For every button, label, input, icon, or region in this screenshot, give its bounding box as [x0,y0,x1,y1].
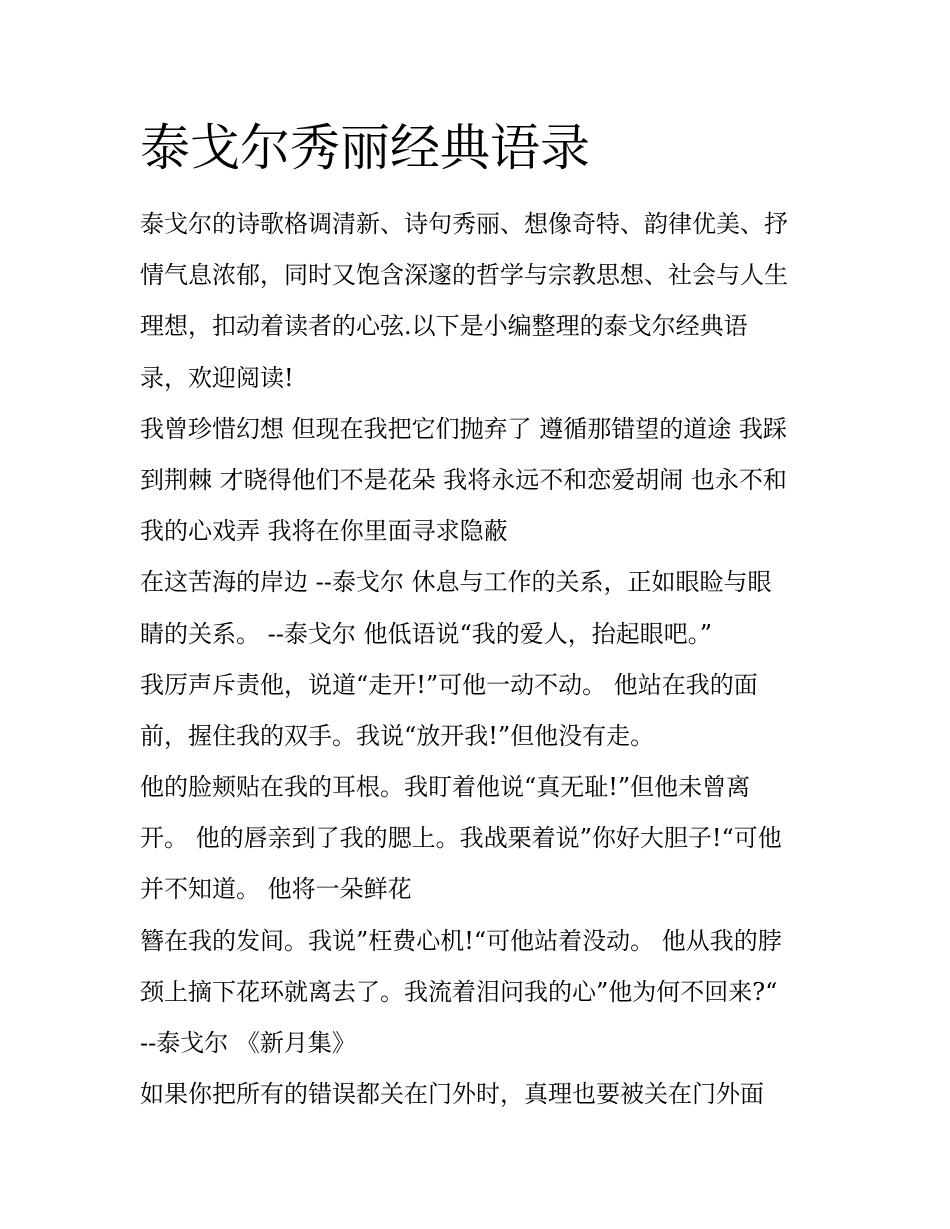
body-line-17: --泰戈尔 《新月集》 [140,1029,356,1057]
body-line-8: 在这苦海的岸边 --泰戈尔 休息与工作的关系，正如眼睑与眼 [140,568,772,597]
body-line-9: 睛的关系。 --泰戈尔 他低语说“我的爱人，抬起眼吧。” [140,619,713,648]
body-line-6: 到荆棘 才晓得他们不是花朵 我将永远不和恋爱胡闹 也永不和 [140,465,787,494]
body-line-4: 录，欢迎阅读! [140,363,294,392]
body-line-12: 他的脸颊贴在我的耳根。我盯着他说“真无耻!”但他未曾离 [140,773,751,802]
body-line-16: 颈上摘下花环就离去了。我流着泪问我的心”他为何不回来?“ [140,977,778,1006]
body-line-3: 理想，扣动着读者的心弦.以下是小编整理的泰戈尔经典语 [140,312,748,341]
document-title: 泰戈尔秀丽经典语录 [140,119,590,177]
body-line-13: 开。 他的唇亲到了我的腮上。我战栗着说”你好大胆子!“可他 [140,824,782,853]
body-line-10: 我厉声斥责他，说道“走开!”可他一动不动。 他站在我的面 [140,670,758,699]
body-line-1: 泰戈尔的诗歌格调清新、诗句秀丽、想像奇特、韵律优美、抒 [140,210,788,238]
body-line-2: 情气息浓郁，同时又饱含深邃的哲学与宗教思想、社会与人生 [140,261,788,290]
body-line-18: 如果你把所有的错误都关在门外时，真理也要被关在门外面 [140,1080,764,1109]
body-line-14: 并不知道。 他将一朵鲜花 [140,875,412,904]
body-line-11: 前，握住我的双手。我说“放开我!”但他没有走。 [140,721,655,750]
document-body [140,199,840,1120]
body-line-15: 簪在我的发间。我说”枉费心机!“可他站着没动。 他从我的脖 [140,926,782,955]
body-line-7: 我的心戏弄 我将在你里面寻求隐蔽 [140,517,508,546]
body-line-5: 我曾珍惜幻想 但现在我把它们抛弃了 遵循那错望的道途 我踩 [140,414,787,443]
